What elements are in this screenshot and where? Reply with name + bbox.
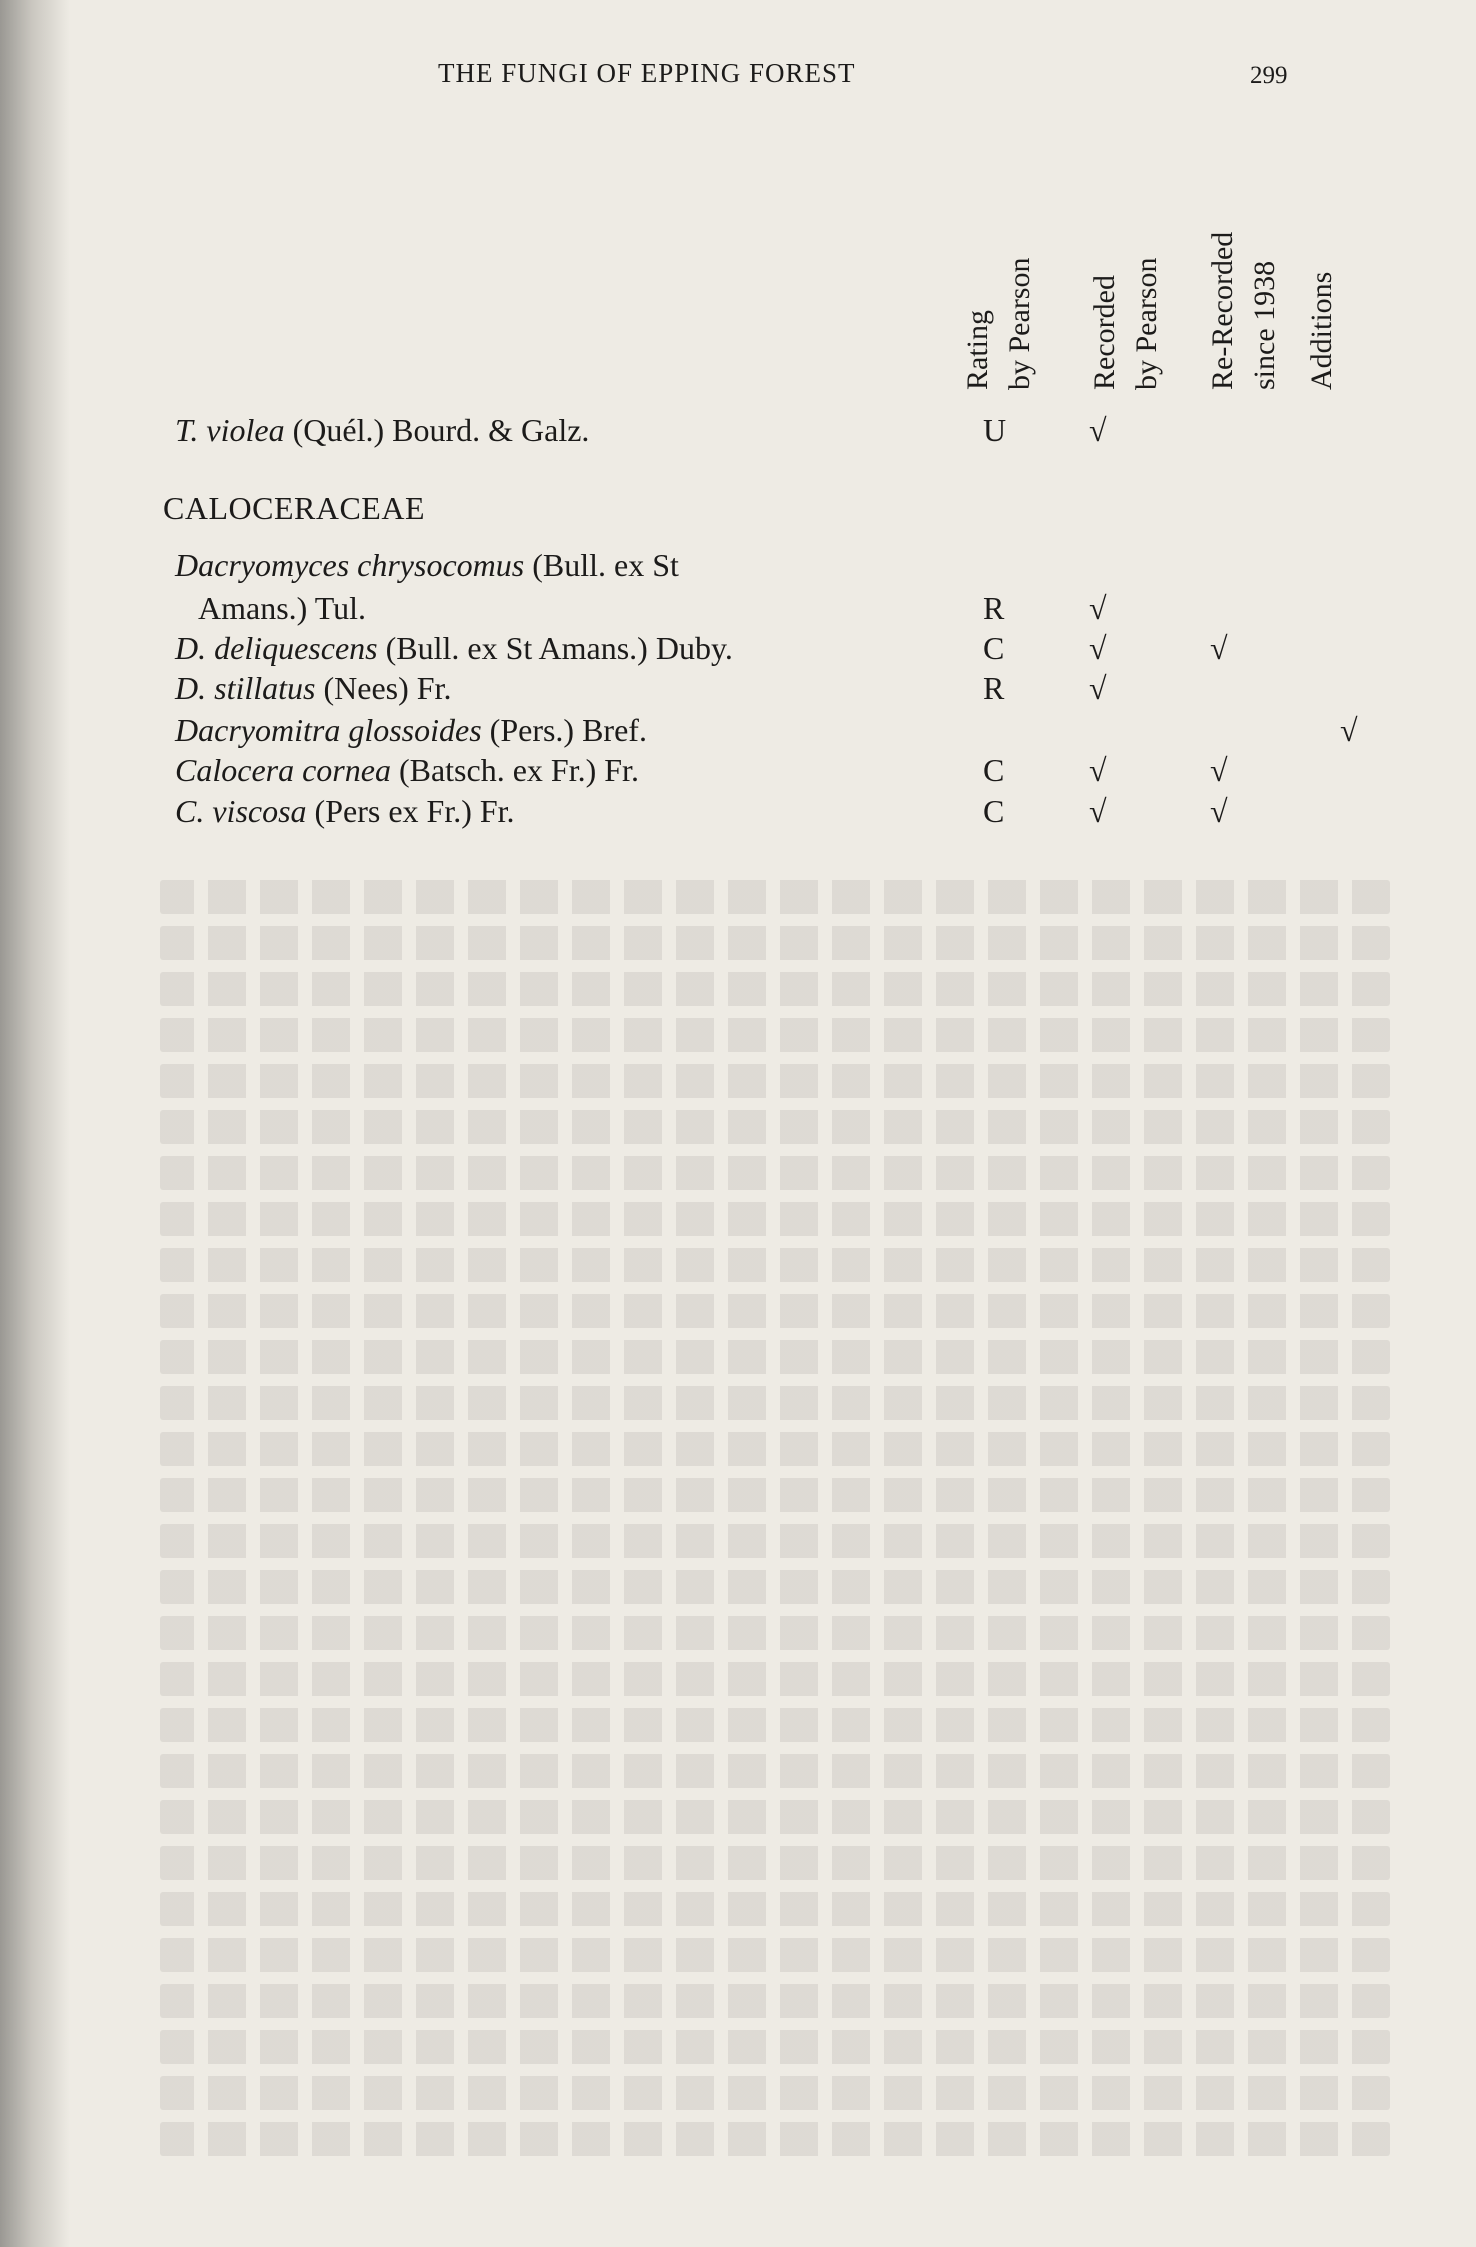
column-header-rerecorded-line2: since 1938 bbox=[1248, 260, 1281, 390]
rating-value: R bbox=[983, 590, 1005, 626]
recorded-check: √ bbox=[1089, 412, 1107, 448]
species-name: C. viscosa (Pers ex Fr.) Fr. bbox=[175, 793, 515, 829]
species-name: Dacryomitra glossoides (Pers.) Bref. bbox=[175, 712, 647, 748]
table-row bbox=[0, 588, 1476, 628]
additions-check: √ bbox=[1340, 712, 1358, 748]
table-row bbox=[0, 710, 1476, 750]
column-header-recorded: Recorded bbox=[1088, 275, 1121, 390]
table-row bbox=[0, 628, 1476, 668]
table-row bbox=[0, 750, 1476, 790]
rating-value: U bbox=[983, 412, 1007, 448]
species-name: D. stillatus (Nees) Fr. bbox=[175, 670, 452, 706]
species-name: Calocera cornea (Batsch. ex Fr.) Fr. bbox=[175, 752, 639, 788]
rating-value: C bbox=[983, 630, 1005, 666]
page-number: 299 bbox=[1250, 62, 1288, 89]
table-row bbox=[0, 410, 1476, 450]
species-name: Dacryomyces chrysocomus (Bull. ex St bbox=[175, 547, 679, 583]
column-header-additions: Additions bbox=[1305, 271, 1338, 390]
column-headers bbox=[0, 0, 1476, 400]
table-row bbox=[0, 545, 1476, 585]
recorded-check: √ bbox=[1089, 590, 1107, 626]
rerecorded-check: √ bbox=[1210, 752, 1228, 788]
column-header-rating-line2: by Pearson bbox=[1003, 257, 1036, 390]
rating-value: C bbox=[983, 752, 1005, 788]
recorded-check: √ bbox=[1089, 793, 1107, 829]
recorded-check: √ bbox=[1089, 752, 1107, 788]
running-title: THE FUNGI OF EPPING FOREST bbox=[438, 58, 856, 88]
recorded-check: √ bbox=[1089, 670, 1107, 706]
column-header-recorded-line2: by Pearson bbox=[1130, 257, 1163, 390]
table-row bbox=[0, 668, 1476, 708]
species-name: T. violea (Quél.) Bourd. & Galz. bbox=[175, 412, 590, 448]
species-authority-continued: Amans.) Tul. bbox=[198, 590, 367, 626]
show-through-text bbox=[160, 880, 1390, 2200]
rating-value: C bbox=[983, 793, 1005, 829]
recorded-check: √ bbox=[1089, 630, 1107, 666]
family-heading: CALOCERACEAE bbox=[163, 490, 425, 526]
table-row bbox=[0, 791, 1476, 831]
column-header-rating: Rating bbox=[961, 310, 994, 390]
rating-value: R bbox=[983, 670, 1005, 706]
rerecorded-check: √ bbox=[1210, 793, 1228, 829]
column-header-rerecorded: Re-Recorded bbox=[1206, 231, 1239, 390]
species-name: D. deliquescens (Bull. ex St Amans.) Duby. bbox=[175, 630, 733, 666]
rerecorded-check: √ bbox=[1210, 630, 1228, 666]
